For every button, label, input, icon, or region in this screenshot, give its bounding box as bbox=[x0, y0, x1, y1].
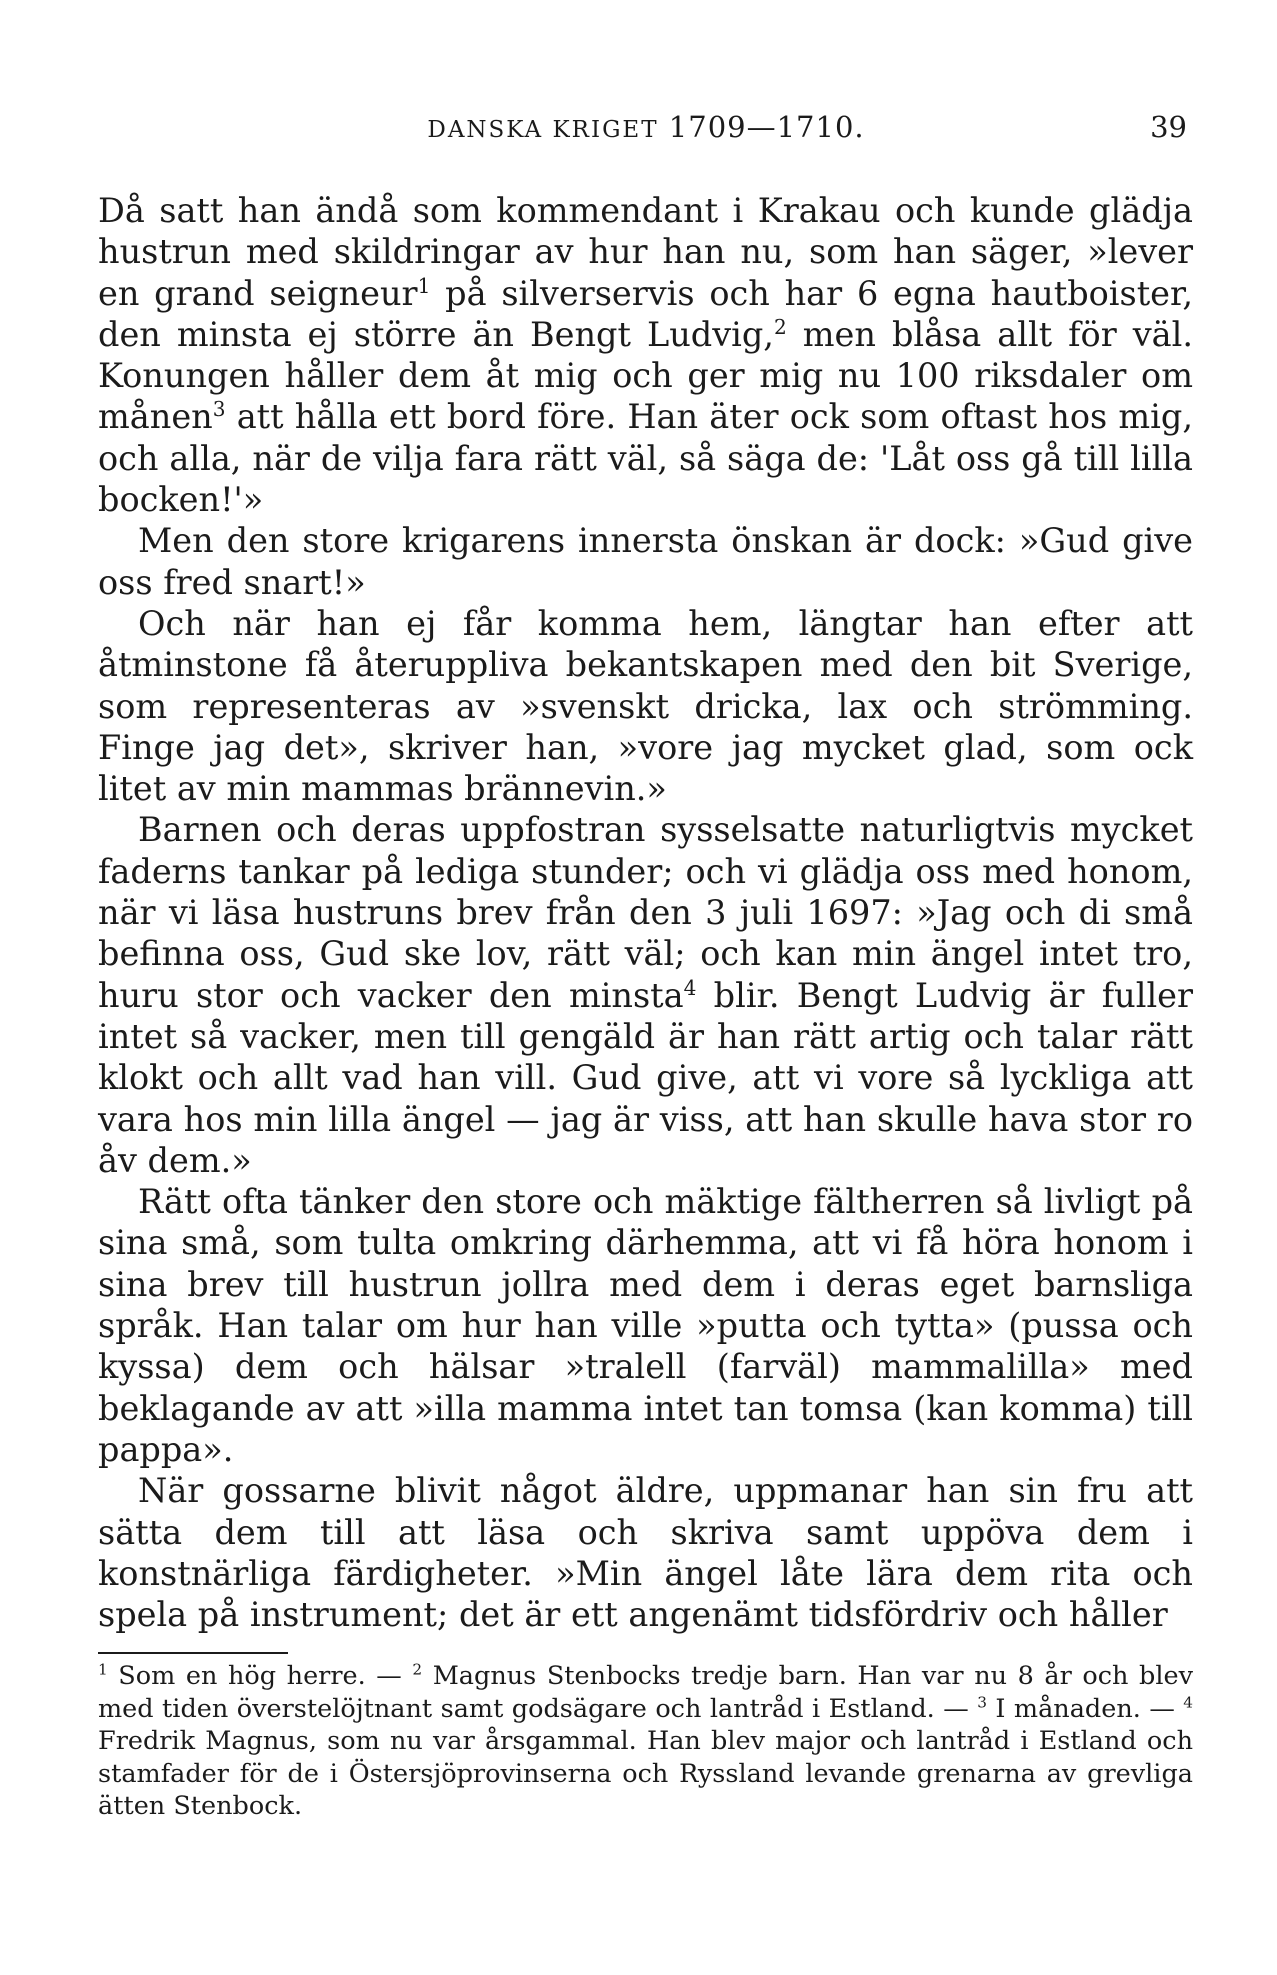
footnote-text-2: Magnus Stenbocks tredje barn. Han var nu 8 år och blev med tiden överstelöjtnant samt godsägare och lantråd i Estland. — bbox=[98, 1661, 1193, 1724]
footnote-marker-1: 1 bbox=[98, 1660, 108, 1679]
footnote-ref-4: 4 bbox=[683, 975, 697, 1000]
footnote-block bbox=[98, 1660, 1193, 1823]
footnote-ref-1: 1 bbox=[417, 273, 431, 298]
footnote-marker-2: 2 bbox=[412, 1660, 423, 1679]
paragraph-5: Rätt ofta tänker den store och mäktige fältherren så livligt på sina små, som tulta omkring därhemma, att vi få höra honom i sina brev till hustrun jollra med dem i deras eget barnsliga språk. Han talar om hur han ville »putta och tytta» (pussa och kyssa) dem och hälsar »tralell (farväl) mammalilla» med beklagande av att »illa mamma intet tan tomsa (kan komma) till pappa». bbox=[98, 1182, 1193, 1469]
running-head bbox=[95, 110, 1197, 144]
paragraph-4 bbox=[98, 809, 1193, 1181]
footnote-marker-3: 3 bbox=[977, 1693, 987, 1711]
footnote-ref-3: 3 bbox=[212, 397, 226, 422]
paragraph-text: Då satt han ändå som kommendant i Krakau och kunde glädja hustrun med skildringar av hur han nu, som han säger, »lever en grand seigneur bbox=[98, 191, 1193, 313]
paragraph-text: blir. Bengt Ludvig är fuller intet så vacker, men till gengäld är han rätt artig och talar rätt klokt och allt vad han vill. Gud give, att vi vore så lyckliga att vara hos min lilla ängel — jag är viss, att han skulle hava stor ro åv dem.» bbox=[98, 975, 1193, 1180]
footnote-rule bbox=[98, 1652, 288, 1654]
body-text bbox=[98, 190, 1193, 1635]
footnote-ref-2: 2 bbox=[773, 314, 787, 339]
running-head-years: 1709—1710. bbox=[668, 110, 865, 144]
running-head-title: DANSKA KRIGET bbox=[427, 117, 659, 143]
paragraph-6: När gossarne blivit något äldre, uppmanar han sin fru att sätta dem till att läsa och skriva samt uppöva dem i konstnärliga färdigheter. »Min ängel låte lära dem rita och spela på instrument; det är ett angenämt tidsfördriv och håller bbox=[98, 1471, 1193, 1635]
paragraph-text: på silverservis och har 6 egna hautboister, den minsta ej större än Bengt Ludvig, bbox=[98, 273, 1193, 354]
footnote-text-1: Som en hög herre. — bbox=[107, 1661, 413, 1691]
paragraph-1 bbox=[98, 190, 1193, 520]
paragraph-text: Barnen och deras uppfostran sysselsatte naturligtvis mycket faderns tankar på lediga stunder; och vi glädja oss med honom, när vi läsa hustruns brev från den 3 juli 1697: »Jag och di små befinna oss, Gud ske lov, rätt väl; och kan min ängel intet tro, huru stor och vacker den minsta bbox=[98, 810, 1193, 1015]
page-header bbox=[95, 110, 1197, 160]
footnote-marker-4: 4 bbox=[1183, 1693, 1193, 1711]
page-number: 39 bbox=[1150, 110, 1187, 144]
footnote-text-3: I månaden. — bbox=[986, 1693, 1184, 1724]
paragraph-3: Och när han ej får komma hem, längtar han efter att åtminstone få återuppliva bekantskapen med den bit Sverige, som representeras av »svenskt dricka, lax och strömming. Finge jag det», skriver han, »vore jag mycket glad, som ock litet av min mammas brännevin.» bbox=[98, 603, 1193, 809]
footnotes bbox=[98, 1660, 1193, 1823]
footnote-text-4: Fredrik Magnus, som nu var årsgammal. Han blev major och lantråd i Estland och stamfader för de i Östersjöprovinserna och Ryssland levande grenarna av grevliga ätten Stenbock. bbox=[98, 1726, 1193, 1821]
paragraph-text: men blåsa allt för väl. Konungen håller dem åt mig och ger mig nu 100 riksdaler om månen bbox=[98, 314, 1193, 437]
paragraph-2: Men den store krigarens innersta önskan är dock: »Gud give oss fred snart!» bbox=[98, 521, 1193, 602]
paragraph-text: att hålla ett bord före. Han äter ock som oftast hos mig, och alla, när de vilja fara rätt väl, så säga de: 'Låt oss gå till lilla bocken!'» bbox=[98, 397, 1193, 520]
